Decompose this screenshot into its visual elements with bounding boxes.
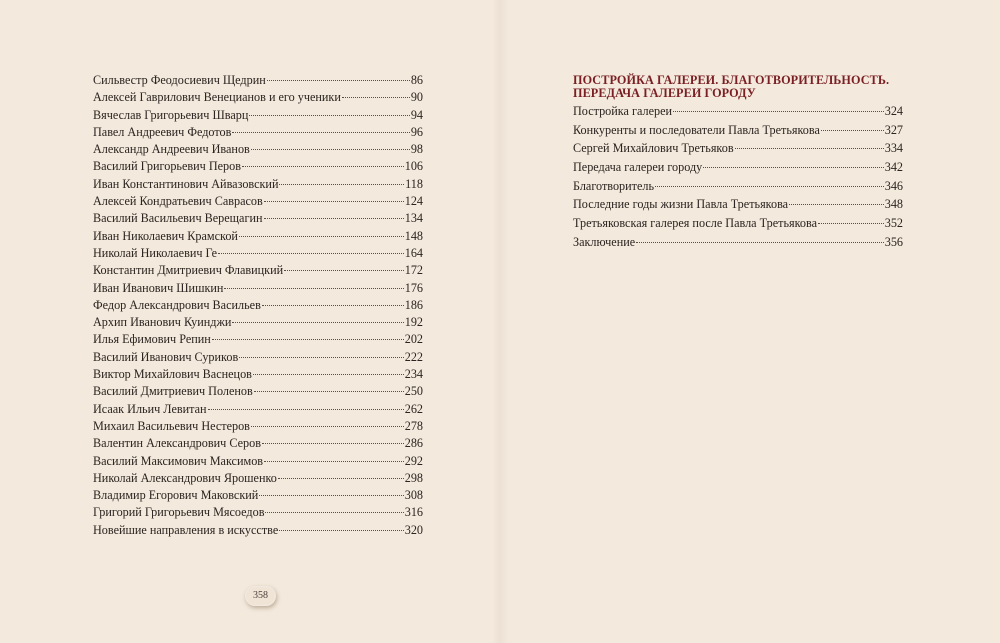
toc-entry — [93, 366, 423, 383]
toc-entry — [573, 121, 903, 140]
dot-leader — [264, 461, 404, 462]
dot-leader — [279, 530, 403, 531]
toc-entry — [93, 504, 423, 521]
toc-entry-page-number: 176 — [404, 280, 423, 295]
dot-leader — [251, 149, 410, 150]
dot-leader — [655, 186, 884, 187]
toc-entry-page-number: 262 — [404, 401, 423, 416]
toc-entry-title: Василий Васильевич Верещагин — [93, 211, 263, 226]
toc-right-page — [573, 102, 903, 252]
toc-entry-page-number: 348 — [884, 197, 903, 212]
toc-entry-page-number: 352 — [884, 216, 903, 231]
toc-entry-title: Алексей Кондратьевич Саврасов — [93, 194, 263, 209]
toc-entry-page-number: 324 — [884, 104, 903, 118]
page-number-badge: 358 — [245, 586, 276, 606]
toc-left-page — [93, 72, 423, 539]
toc-entry-title: Федор Александрович Васильев — [93, 297, 261, 312]
toc-entry-title: Постройка галереи — [573, 104, 673, 118]
toc-entry-title: Третьяковская галерея после Павла Третьякова — [573, 216, 818, 231]
toc-entry-title: Благотворитель — [573, 178, 655, 193]
toc-entry-title: Архип Иванович Куинджи — [93, 315, 232, 330]
toc-entry-page-number: 86 — [410, 73, 423, 87]
toc-entry — [93, 245, 423, 262]
dot-leader — [208, 409, 404, 410]
toc-entry — [93, 210, 423, 227]
dot-leader — [254, 391, 404, 392]
toc-entry — [573, 158, 903, 177]
toc-entry-page-number: 148 — [404, 228, 423, 243]
toc-entry — [93, 107, 423, 124]
toc-entry — [93, 349, 423, 366]
toc-entry-title: Григорий Григорьевич Мясоедов — [93, 505, 265, 520]
dot-leader — [232, 322, 403, 323]
toc-entry-title: Александр Андреевич Иванов — [93, 142, 250, 157]
toc-entry — [573, 195, 903, 214]
toc-entry-page-number: 250 — [404, 384, 423, 399]
toc-entry — [93, 193, 423, 210]
toc-entry-page-number: 118 — [405, 176, 423, 191]
toc-entry-title: Василий Дмитриевич Поленов — [93, 384, 253, 399]
dot-leader — [342, 97, 410, 98]
dot-leader — [789, 204, 884, 205]
toc-entry-title: Иван Константинович Айвазовский — [93, 176, 279, 191]
toc-entry-title: Новейшие направления в искусстве — [93, 522, 279, 537]
dot-leader — [224, 288, 403, 289]
dot-leader — [239, 236, 404, 237]
toc-entry — [93, 453, 423, 470]
toc-entry-title: Василий Иванович Суриков — [93, 349, 239, 364]
toc-entry — [573, 233, 903, 252]
dot-leader — [279, 184, 404, 185]
dot-leader — [818, 223, 884, 224]
toc-entry-page-number: 192 — [404, 315, 423, 330]
toc-entry — [93, 124, 423, 141]
toc-entry-title: Константин Дмитриевич Флавицкий — [93, 263, 284, 278]
page-gutter — [492, 0, 508, 643]
toc-entry-page-number: 164 — [404, 245, 423, 260]
dot-leader — [251, 426, 404, 427]
toc-entry — [93, 89, 423, 106]
dot-leader — [673, 111, 884, 112]
toc-entry — [93, 435, 423, 452]
toc-entry — [93, 522, 423, 539]
toc-entry — [93, 280, 423, 297]
section-heading-line-1: ПОСТРОЙКА ГАЛЕРЕИ. БЛАГОТВОРИТЕЛЬНОСТЬ. — [573, 73, 890, 87]
toc-entry-title: Исаак Ильич Левитан — [93, 401, 207, 416]
dot-leader — [253, 374, 404, 375]
toc-entry-title: Виктор Михайлович Васнецов — [93, 367, 252, 382]
toc-entry-page-number: 278 — [404, 418, 423, 433]
toc-entry-page-number: 222 — [404, 349, 423, 364]
dot-leader — [703, 167, 883, 168]
toc-entry-title: Сергей Михайлович Третьяков — [573, 141, 734, 156]
toc-entry-page-number: 334 — [884, 141, 903, 156]
toc-entry-title: Конкуренты и последователи Павла Третьякова — [573, 122, 820, 137]
toc-entry-title: Вячеслав Григорьевич Шварц — [93, 107, 249, 122]
toc-entry-page-number: 90 — [410, 90, 423, 105]
toc-entry-page-number: 320 — [404, 522, 423, 537]
toc-entry-page-number: 316 — [404, 505, 423, 520]
toc-entry-title: Василий Максимович Максимов — [93, 453, 264, 468]
toc-entry — [93, 228, 423, 245]
toc-entry-title: Николай Александрович Ярошенко — [93, 470, 277, 485]
toc-entry — [93, 401, 423, 418]
toc-entry-title: Михаил Васильевич Нестеров — [93, 418, 250, 433]
toc-entry-page-number: 94 — [410, 107, 423, 122]
toc-entry — [573, 177, 903, 196]
dot-leader — [262, 305, 404, 306]
toc-entry-page-number: 346 — [884, 178, 903, 193]
dot-leader — [267, 80, 410, 81]
toc-entry-title: Иван Николаевич Крамской — [93, 228, 238, 243]
toc-entry-page-number: 172 — [404, 263, 423, 278]
toc-entry — [573, 214, 903, 233]
dot-leader — [259, 495, 403, 496]
toc-entry — [573, 139, 903, 158]
toc-entry-page-number: 96 — [410, 124, 423, 139]
toc-entry-page-number: 308 — [404, 488, 423, 503]
toc-entry-page-number: 98 — [410, 142, 423, 157]
toc-entry-page-number: 342 — [884, 160, 903, 175]
dot-leader — [239, 357, 404, 358]
toc-entry-page-number: 106 — [404, 159, 423, 174]
toc-entry-title: Василий Григорьевич Перов — [93, 159, 241, 174]
toc-entry — [93, 383, 423, 400]
toc-entry — [93, 314, 423, 331]
section-heading — [573, 74, 903, 100]
dot-leader — [212, 339, 404, 340]
toc-entry — [93, 262, 423, 279]
toc-entry-page-number: 327 — [884, 122, 903, 137]
toc-entry-title: Павел Андреевич Федотов — [93, 124, 232, 139]
toc-entry-title: Сильвестр Феодосиевич Щедрин — [93, 73, 266, 87]
dot-leader — [218, 253, 404, 254]
toc-entry-page-number: 124 — [404, 194, 423, 209]
dot-leader — [232, 132, 409, 133]
toc-entry-page-number: 234 — [404, 367, 423, 382]
toc-entry-page-number: 356 — [884, 234, 903, 249]
toc-entry-page-number: 134 — [404, 211, 423, 226]
toc-entry — [93, 72, 423, 89]
toc-entry-page-number: 202 — [404, 332, 423, 347]
toc-entry-title: Валентин Александрович Серов — [93, 436, 261, 451]
dot-leader — [821, 130, 884, 131]
dot-leader — [249, 115, 409, 116]
toc-entry — [93, 418, 423, 435]
toc-entry — [573, 102, 903, 121]
toc-entry-title: Иван Иванович Шишкин — [93, 280, 224, 295]
toc-entry-page-number: 292 — [404, 453, 423, 468]
toc-entry — [93, 487, 423, 504]
dot-leader — [264, 201, 404, 202]
toc-entry — [93, 331, 423, 348]
dot-leader — [284, 270, 404, 271]
toc-entry-title: Заключение — [573, 234, 636, 249]
dot-leader — [264, 218, 404, 219]
dot-leader — [262, 443, 404, 444]
toc-entry-title: Илья Ефимович Репин — [93, 332, 211, 347]
toc-entry-page-number: 186 — [404, 297, 423, 312]
toc-entry-page-number: 286 — [404, 436, 423, 451]
toc-entry-title: Алексей Гаврилович Венецианов и его ученики — [93, 90, 341, 105]
toc-entry-title: Николай Николаевич Ге — [93, 245, 218, 260]
toc-entry-title: Владимир Егорович Маковский — [93, 488, 259, 503]
toc-entry — [93, 470, 423, 487]
dot-leader — [735, 148, 884, 149]
dot-leader — [242, 166, 404, 167]
toc-entry — [93, 176, 423, 193]
toc-entry — [93, 297, 423, 314]
toc-entry — [93, 141, 423, 158]
toc-entry-page-number: 298 — [404, 470, 423, 485]
dot-leader — [278, 478, 404, 479]
dot-leader — [265, 512, 403, 513]
toc-entry-title: Последние годы жизни Павла Третьякова — [573, 197, 789, 212]
toc-entry — [93, 158, 423, 175]
dot-leader — [636, 242, 884, 243]
section-heading-line-2: ПЕРЕДАЧА ГАЛЕРЕИ ГОРОДУ — [573, 86, 756, 100]
toc-entry-title: Передача галереи городу — [573, 160, 703, 175]
